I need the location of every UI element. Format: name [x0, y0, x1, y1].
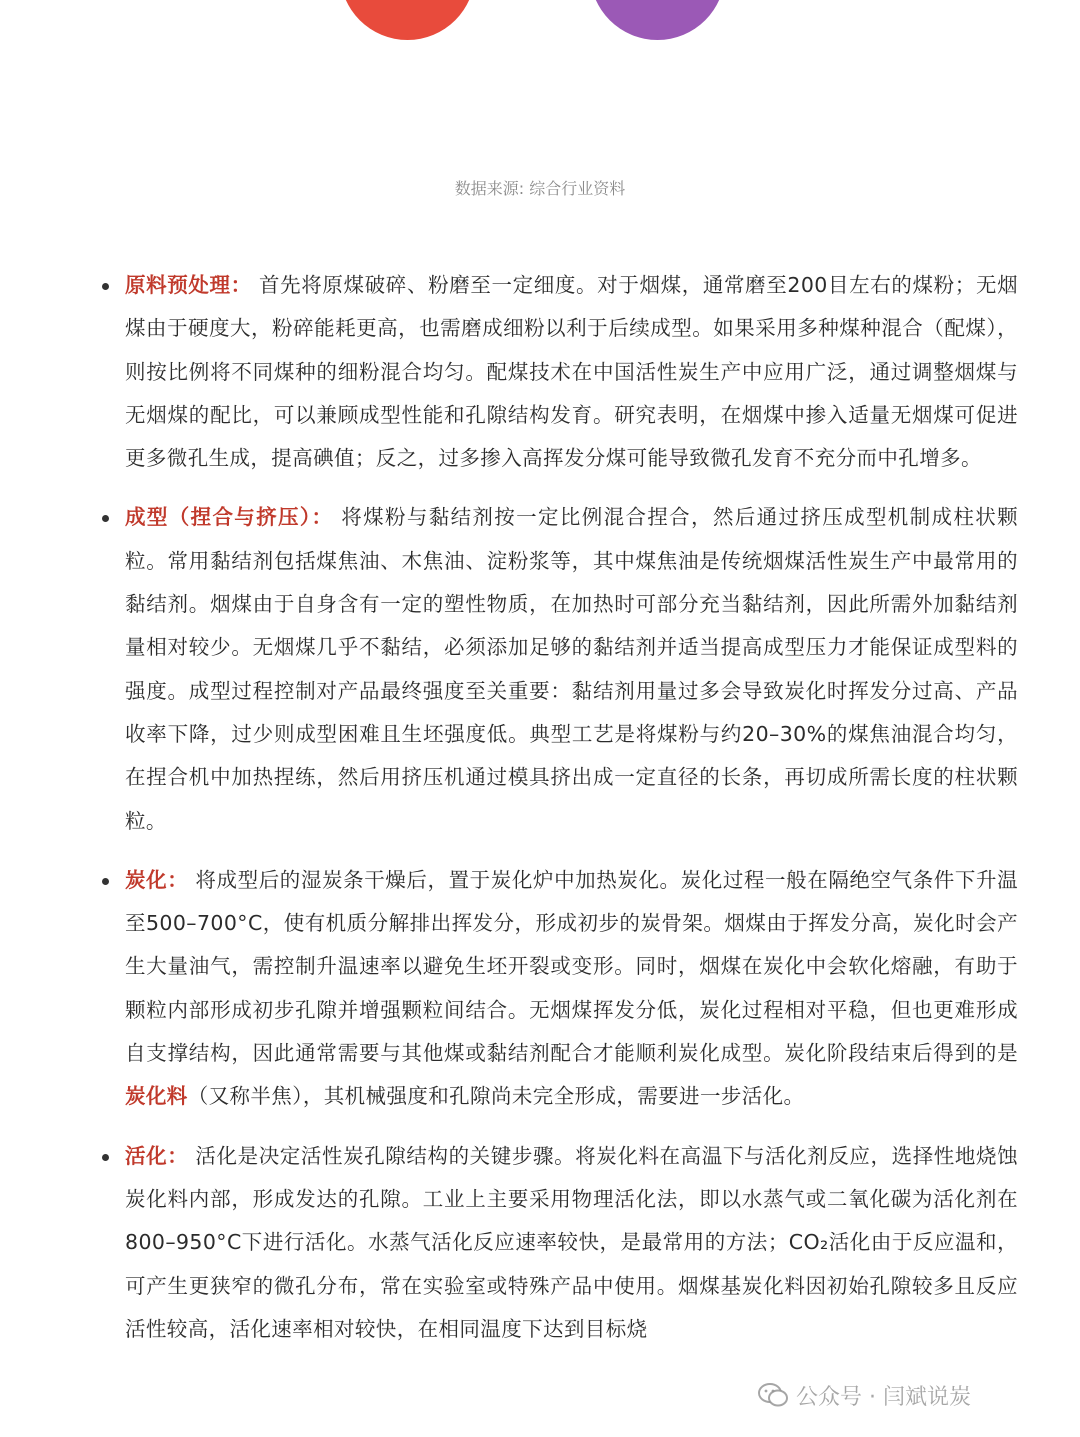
- list-item-text: （又称半焦），其机械强度和孔隙尚未完全形成，需要进一步活化。: [187, 1084, 805, 1109]
- list-item-text: 将成型后的湿炭条干燥后，置于炭化炉中加热炭化。炭化过程一般在隔绝空气条件下升温至500–700°C，使有机质分解排出挥发分，形成初步的炭骨架。烟煤由于挥发分高，炭化时会产生大量油气，需控制升温速率以避免生坯开裂或变形。同时，烟煤在炭化中会软化熔融，有助于颗粒内部形成初步孔隙并增强颗粒间结合。无烟煤挥发分低，炭化过程相对平稳，但也更难形成自支撑结构，因此通常需要与其他煤或黏结剂配合才能顺利炭化成型。炭化阶段结束后得到的是: [125, 867, 1018, 1066]
- bullet-icon: [102, 878, 109, 885]
- list-item-carbonization: [0, 859, 1080, 1119]
- list-item-title: 原料预处理：: [125, 273, 252, 297]
- data-source-note: 数据来源: 综合行业资料: [454, 179, 626, 198]
- bullet-icon: [102, 1154, 109, 1161]
- decorative-purple-circle: [590, 0, 725, 40]
- list-item-title: 炭化：: [125, 867, 189, 892]
- list-item-paragraph: [125, 859, 1018, 1119]
- list-item-pretreatment: [0, 264, 1080, 480]
- bullet-icon: [102, 283, 109, 290]
- list-item-title: 活化：: [125, 1143, 189, 1168]
- process-steps-list: [0, 264, 1080, 1367]
- list-item-text: 活化是决定活性炭孔隙结构的关键步骤。将炭化料在高温下与活化剂反应，选择性地烧蚀炭化料内部，形成发达的孔隙。工业上主要采用物理活化法，即以水蒸气或二氧化碳为活化剂在800–950°C下进行活化。水蒸气活化反应速率较快，是最常用的方法；CO₂活化由于反应温和，可产生更狭窄的微孔分布，常在实验室或特殊产品中使用。烟煤基炭化料因初始孔隙较多且反应活性较高，活化速率相对较快，在相同温度下达到目标烧: [125, 1143, 1018, 1341]
- wechat-watermark: [758, 1380, 971, 1410]
- list-item-text: 首先将原煤破碎、粉磨至一定细度。对于烟煤，通常磨至200目左右的煤粉；无烟煤由于硬度大，粉碎能耗更高，也需磨成细粉以利于后续成型。如果采用多种煤种混合（配煤），则按比例将不同煤种的细粉混合均匀。配煤技术在中国活性炭生产中应用广泛，通过调整烟煤与无烟煤的配比，可以兼顾成型性能和孔隙结构发育。研究表明，在烟煤中掺入适量无烟煤可促进更多微孔生成，提高碘值；反之，过多掺入高挥发分煤可能导致微孔发育不充分而中孔增多。: [125, 273, 1018, 471]
- list-item-title: 成型（捏合与挤压）：: [125, 505, 334, 530]
- list-item-forming: [0, 496, 1080, 842]
- wechat-icon: [758, 1382, 788, 1408]
- list-item-paragraph: [125, 496, 1018, 842]
- list-item-paragraph: [125, 1135, 1018, 1351]
- list-item-paragraph: [125, 264, 1018, 480]
- watermark-text: 公众号 · 闫斌说炭: [796, 1384, 971, 1410]
- inline-highlight: 炭化料: [125, 1084, 188, 1109]
- decorative-red-circle: [340, 0, 475, 40]
- list-item-text: 将煤粉与黏结剂按一定比例混合捏合，然后通过挤压成型机制成柱状颗粒。常用黏结剂包括煤焦油、木焦油、淀粉浆等，其中煤焦油是传统烟煤活性炭生产中最常用的黏结剂。烟煤由于自身含有一定的塑性物质，在加热时可部分充当黏结剂，因此所需外加黏结剂量相对较少。无烟煤几乎不黏结，必须添加足够的黏结剂并适当提高成型压力才能保证成型料的强度。成型过程控制对产品最终强度至关重要：黏结剂用量过多会导致炭化时挥发分过高、产品收率下降，过少则成型困难且生坯强度低。典型工艺是将煤粉与约20–30%的煤焦油混合均匀，在捏合机中加热捏练，然后用挤压机通过模具挤出成一定直径的长条，再切成所需长度的柱状颗粒。: [125, 505, 1019, 833]
- list-item-activation: [0, 1135, 1080, 1351]
- bullet-icon: [102, 515, 109, 522]
